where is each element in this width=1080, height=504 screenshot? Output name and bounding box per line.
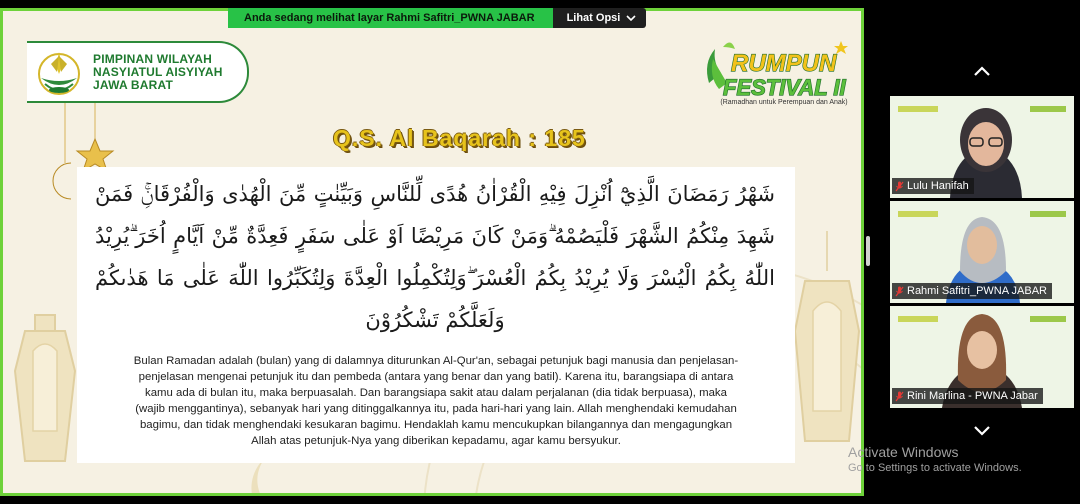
scroll-down-button[interactable] — [972, 424, 992, 438]
translation-line: kamu ada di bulan itu, maka berpuasalah. Dan barangsiapa sakit atau dalam perjalanan (dia tidak berpuasa), maka — [145, 387, 727, 399]
chevron-up-icon — [975, 68, 989, 75]
verse-content-box — [77, 167, 795, 463]
verse-translation — [103, 353, 769, 449]
watermark-title: Activate Windows — [848, 444, 959, 460]
screen-share-banner — [228, 8, 646, 28]
translation-line: Allah atas petunjuk-Nya yang diberikan kepadamu, agar kamu bersyukur. — [251, 435, 621, 447]
view-options-label: Lihat Opsi — [566, 12, 621, 24]
festival-title-line1: RUMPUN — [731, 50, 837, 77]
festival-subtitle: (Ramadhan untuk Perempuan dan Anak) — [720, 99, 848, 106]
watermark-subtitle: Go to Settings to activate Windows. — [848, 462, 1022, 474]
lantern-decoration-right — [787, 231, 863, 471]
chevron-down-icon — [626, 15, 636, 21]
verse-title: Q.S. Al Baqarah : 185 — [333, 125, 586, 151]
participant-tile[interactable] — [890, 306, 1074, 408]
participant-tile[interactable] — [890, 96, 1074, 198]
participant-name: Rini Marlina - PWNA Jabar — [907, 390, 1038, 402]
shared-screen — [0, 8, 864, 496]
arabic-verse: شَهْرُ رَمَضَانَ الَّذِيْٓ اُنْزِلَ فِيْهِ الْقُرْاٰنُ هُدًى لِّلنَّاسِ وَبَيِّنٰتٍ مِّنَ الْهُدٰى وَالْفُرْقَانِۚ فَمَنْ شَهِدَ مِنْكُمُ الشَّهْرَ فَلْيَصُمْهُ ۗوَمَنْ كَانَ مَرِيْضًا اَوْ عَلٰى سَفَرٍ فَعِدَّةٌ مِّنْ اَيَّامٍ اُخَرَ ۗيُرِيْدُ اللّٰهُ بِكُمُ الْيُسْرَ وَلَا يُرِيْدُ بِكُمُ الْعُسْرَ ۖوَلِتُكْمِلُوا الْعِدَّةَ وَلِتُكَبِّرُوا اللّٰهَ عَلٰى مَا هَدٰىكُمْ وَلَعَلَّكُمْ تَشْكُرُوْنَ — [95, 182, 775, 332]
mic-muted-icon — [895, 181, 904, 192]
organization-logo — [31, 44, 87, 100]
festival-title-line2: FESTIVAL II — [723, 75, 846, 100]
screen-share-message: Anda sedang melihat layar Rahmi Safitri_PWNA JABAR — [228, 8, 553, 28]
organization-name-line: PIMPINAN WILAYAH — [93, 51, 212, 66]
mic-muted-icon — [895, 286, 904, 297]
mic-muted-icon — [895, 391, 904, 402]
lantern-decoration-left — [5, 311, 85, 491]
organization-name-line: JAWA BARAT — [93, 77, 173, 92]
translation-line: Bulan Ramadan adalah (bulan) yang di dalamnya diturunkan Al-Qur'an, sebagai petunjuk bagi manusia dan penjelasan- — [133, 355, 739, 367]
translation-line: penjelasan mengenai petunjuk itu dan pembeda (antara yang benar dan yang batil). Karena itu, barangsiapa di antara — [138, 371, 734, 383]
chevron-down-icon — [975, 427, 989, 434]
translation-line: (wajib menggantinya), sebanyak hari yang ditinggalkannya itu, pada hari-hari yang lain. Allah menghendaki kemudahan — [135, 403, 737, 415]
panel-resize-handle[interactable] — [866, 236, 870, 266]
scroll-up-button[interactable] — [972, 64, 992, 78]
participant-name: Lulu Hanifah — [907, 180, 969, 192]
organization-name — [93, 53, 223, 92]
participant-name-tag — [892, 283, 1052, 299]
organization-name-line: NASYIATUL AISYIYAH — [93, 64, 223, 79]
participant-name-tag — [892, 178, 974, 194]
participant-name-tag — [892, 388, 1043, 404]
participant-name: Rahmi Safitri_PWNA JABAR — [907, 285, 1047, 297]
translation-line: bagimu, dan tidak menghendaki kesukaran bagimu. Hendaklah kamu mencukupkan bilangannya dan mengagungkan — [139, 419, 733, 431]
windows-activation-watermark — [848, 444, 1022, 475]
view-options-button[interactable] — [553, 8, 647, 28]
organization-badge — [27, 41, 249, 103]
participant-tile[interactable] — [890, 201, 1074, 303]
